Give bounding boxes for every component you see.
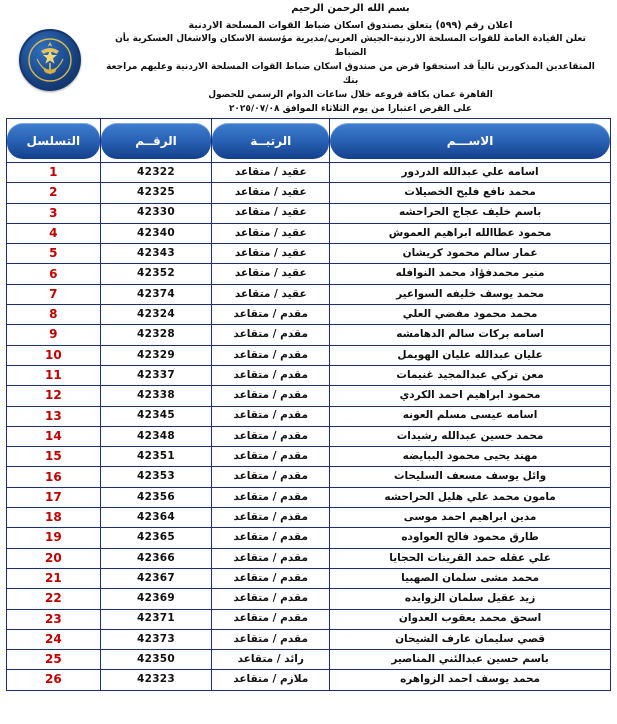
- cell-serial: 26: [7, 670, 101, 690]
- column-header-name: [330, 119, 611, 163]
- cell-name: عمار سالم محمود كريشان: [330, 244, 611, 264]
- cell-name: عليان عبدالله عليان الهويمل: [330, 345, 611, 365]
- cell-serial: 12: [7, 386, 101, 406]
- cell-name: زيد عقيل سلمان الزوايده: [330, 589, 611, 609]
- table-row: [7, 386, 611, 406]
- cell-rank: مقدم / متقاعد: [212, 406, 330, 426]
- cell-name: محمد نافع فليح الخصيلات: [330, 183, 611, 203]
- cell-number: 42348: [100, 426, 212, 446]
- column-header-rank: [212, 119, 330, 163]
- cell-number: 42367: [100, 568, 212, 588]
- cell-serial: 22: [7, 589, 101, 609]
- announcement-body-3: القاهرة عمان بكافة فروعه خلال ساعات الدوام الرسمي للحصول: [208, 90, 493, 101]
- cell-rank: عقيد / متقاعد: [212, 284, 330, 304]
- cell-name: اسامه عيسى مسلم العونه: [330, 406, 611, 426]
- table-row: [7, 670, 611, 690]
- table-row: [7, 609, 611, 629]
- cell-serial: 8: [7, 305, 101, 325]
- cell-name: وائل يوسف مسعف السليحات: [330, 467, 611, 487]
- cell-rank: عقيد / متقاعد: [212, 223, 330, 243]
- cell-rank: عقيد / متقاعد: [212, 264, 330, 284]
- cell-number: 42353: [100, 467, 212, 487]
- cell-number: 42324: [100, 305, 212, 325]
- cell-number: 42330: [100, 203, 212, 223]
- cell-name: مدين ابراهيم احمد موسى: [330, 508, 611, 528]
- cell-name: محمد يوسف احمد الزواهره: [330, 670, 611, 690]
- cell-serial: 1: [7, 163, 101, 183]
- cell-rank: مقدم / متقاعد: [212, 508, 330, 528]
- table-row: [7, 467, 611, 487]
- cell-rank: مقدم / متقاعد: [212, 487, 330, 507]
- cell-rank: مقدم / متقاعد: [212, 365, 330, 385]
- cell-rank: عقيد / متقاعد: [212, 183, 330, 203]
- cell-rank: عقيد / متقاعد: [212, 244, 330, 264]
- page-header: [0, 0, 617, 118]
- table-row: [7, 487, 611, 507]
- cell-number: 42371: [100, 609, 212, 629]
- table-row: [7, 589, 611, 609]
- cell-number: 42373: [100, 629, 212, 649]
- cell-name: مهند يحيى محمود الببايضه: [330, 447, 611, 467]
- cell-name: معن تركي عبدالمجيد غنيمات: [330, 365, 611, 385]
- table-row: [7, 447, 611, 467]
- cell-rank: مقدم / متقاعد: [212, 589, 330, 609]
- announcement-body-4: على القرض اعتبارا من يوم الثلاثاء الموافق ٢٠٢٥/٠٧/٠٨: [228, 103, 473, 114]
- cell-rank: مقدم / متقاعد: [212, 426, 330, 446]
- table-row: [7, 244, 611, 264]
- jordanian-armed-forces-crest-icon: [19, 29, 81, 91]
- cell-serial: 6: [7, 264, 101, 284]
- cell-serial: 9: [7, 325, 101, 345]
- cell-number: 42369: [100, 589, 212, 609]
- cell-rank: مقدم / متقاعد: [212, 325, 330, 345]
- table-row: [7, 568, 611, 588]
- table-row: [7, 426, 611, 446]
- cell-serial: 16: [7, 467, 101, 487]
- cell-number: 42343: [100, 244, 212, 264]
- cell-number: 42328: [100, 325, 212, 345]
- header-text-block: [92, 3, 609, 117]
- cell-serial: 15: [7, 447, 101, 467]
- cell-name: محمد مشى سلمان الصهبيا: [330, 568, 611, 588]
- cell-number: 42374: [100, 284, 212, 304]
- cell-rank: عقيد / متقاعد: [212, 203, 330, 223]
- table-row: [7, 163, 611, 183]
- cell-name: محمود عطاالله ابراهيم العموش: [330, 223, 611, 243]
- cell-number: 42323: [100, 670, 212, 690]
- cell-name: باسم خليف عجاج الحراحشه: [330, 203, 611, 223]
- table-row: [7, 650, 611, 670]
- cell-rank: مقدم / متقاعد: [212, 447, 330, 467]
- cell-number: 42350: [100, 650, 212, 670]
- cell-serial: 11: [7, 365, 101, 385]
- column-header-name-label: الاســـم: [330, 123, 610, 159]
- cell-rank: رائد / متقاعد: [212, 650, 330, 670]
- cell-name: محمود ابراهيم احمد الكردي: [330, 386, 611, 406]
- recipients-table: [6, 118, 611, 691]
- cell-rank: مقدم / متقاعد: [212, 609, 330, 629]
- cell-serial: 25: [7, 650, 101, 670]
- cell-name: اسحق محمد يعقوب العدوان: [330, 609, 611, 629]
- cell-name: مامون محمد علي هليل الحراحشه: [330, 487, 611, 507]
- cell-number: 42337: [100, 365, 212, 385]
- cell-rank: مقدم / متقاعد: [212, 305, 330, 325]
- cell-rank: مقدم / متقاعد: [212, 386, 330, 406]
- cell-rank: عقيد / متقاعد: [212, 163, 330, 183]
- cell-number: 42322: [100, 163, 212, 183]
- cell-number: 42338: [100, 386, 212, 406]
- cell-number: 42366: [100, 548, 212, 568]
- table-row: [7, 284, 611, 304]
- cell-number: 42364: [100, 508, 212, 528]
- cell-number: 42345: [100, 406, 212, 426]
- cell-rank: مقدم / متقاعد: [212, 528, 330, 548]
- table-row: [7, 528, 611, 548]
- announcement-body-2: المتقاعدين المذكورين تالياً قد استحقوا قرض من صندوق اسكان ضباط القوات المسلحة الاردنية وعليهم مراجعة بنك: [106, 62, 595, 87]
- cell-name: علي عقله حمد القرينات الحجايا: [330, 548, 611, 568]
- cell-name: باسم حسين عبدالئني المناصير: [330, 650, 611, 670]
- cell-number: 42365: [100, 528, 212, 548]
- cell-rank: مقدم / متقاعد: [212, 629, 330, 649]
- table-row: [7, 264, 611, 284]
- table-row: [7, 325, 611, 345]
- cell-serial: 10: [7, 345, 101, 365]
- recipients-table-container: [0, 118, 617, 691]
- table-body: [7, 163, 611, 691]
- cell-name: قصي سليمان عارف الشيحان: [330, 629, 611, 649]
- cell-name: طارق محمود فالح العواوده: [330, 528, 611, 548]
- announcement-title: اعلان رقم (٥٩٩) يتعلق بصندوق اسكان ضباط القوات المسلحة الاردنية: [188, 19, 513, 31]
- basmala-line: بسم الله الرحمن الرحيم: [291, 3, 410, 15]
- cell-name: محمد محمود مفضي العلي: [330, 305, 611, 325]
- cell-serial: 13: [7, 406, 101, 426]
- cell-serial: 2: [7, 183, 101, 203]
- cell-name: اسامه علي عبدالله الدردور: [330, 163, 611, 183]
- cell-number: 42351: [100, 447, 212, 467]
- cell-rank: مقدم / متقاعد: [212, 568, 330, 588]
- cell-rank: مقدم / متقاعد: [212, 548, 330, 568]
- cell-name: محمد حسين عبدالله رشيدات: [330, 426, 611, 446]
- table-row: [7, 203, 611, 223]
- table-row: [7, 508, 611, 528]
- table-row: [7, 223, 611, 243]
- cell-serial: 14: [7, 426, 101, 446]
- cell-serial: 21: [7, 568, 101, 588]
- column-header-number: [100, 119, 212, 163]
- cell-number: 42340: [100, 223, 212, 243]
- table-row: [7, 406, 611, 426]
- table-row: [7, 305, 611, 325]
- cell-serial: 18: [7, 508, 101, 528]
- cell-serial: 20: [7, 548, 101, 568]
- table-row: [7, 183, 611, 203]
- cell-name: محمد يوسف خليفه السواعير: [330, 284, 611, 304]
- cell-rank: مقدم / متقاعد: [212, 345, 330, 365]
- cell-rank: مقدم / متقاعد: [212, 467, 330, 487]
- table-header-row: [7, 119, 611, 163]
- table-row: [7, 548, 611, 568]
- cell-name: منير محمدفؤاد محمد النوافله: [330, 264, 611, 284]
- column-header-rank-label: الرتبــة: [212, 123, 329, 159]
- column-header-number-label: الرقــم: [101, 123, 212, 159]
- cell-serial: 4: [7, 223, 101, 243]
- cell-number: 42352: [100, 264, 212, 284]
- table-row: [7, 345, 611, 365]
- cell-serial: 24: [7, 629, 101, 649]
- cell-serial: 5: [7, 244, 101, 264]
- cell-number: 42356: [100, 487, 212, 507]
- cell-rank: ملازم / متقاعد: [212, 670, 330, 690]
- table-row: [7, 365, 611, 385]
- column-header-serial-label: التسلسل: [7, 123, 100, 159]
- cell-serial: 17: [7, 487, 101, 507]
- cell-name: اسامه بركات سالم الدهامشه: [330, 325, 611, 345]
- cell-number: 42329: [100, 345, 212, 365]
- cell-number: 42325: [100, 183, 212, 203]
- cell-serial: 23: [7, 609, 101, 629]
- cell-serial: 7: [7, 284, 101, 304]
- cell-serial: 19: [7, 528, 101, 548]
- announcement-body-1: تعلن القيادة العامة للقوات المسلحة الاردنية-الجيش العربي/مديرية مؤسسة الاسكان والاشغال العسكرية بأن الضباط: [115, 34, 586, 59]
- table-row: [7, 629, 611, 649]
- cell-serial: 3: [7, 203, 101, 223]
- column-header-serial: [7, 119, 101, 163]
- crest-container: [8, 29, 92, 91]
